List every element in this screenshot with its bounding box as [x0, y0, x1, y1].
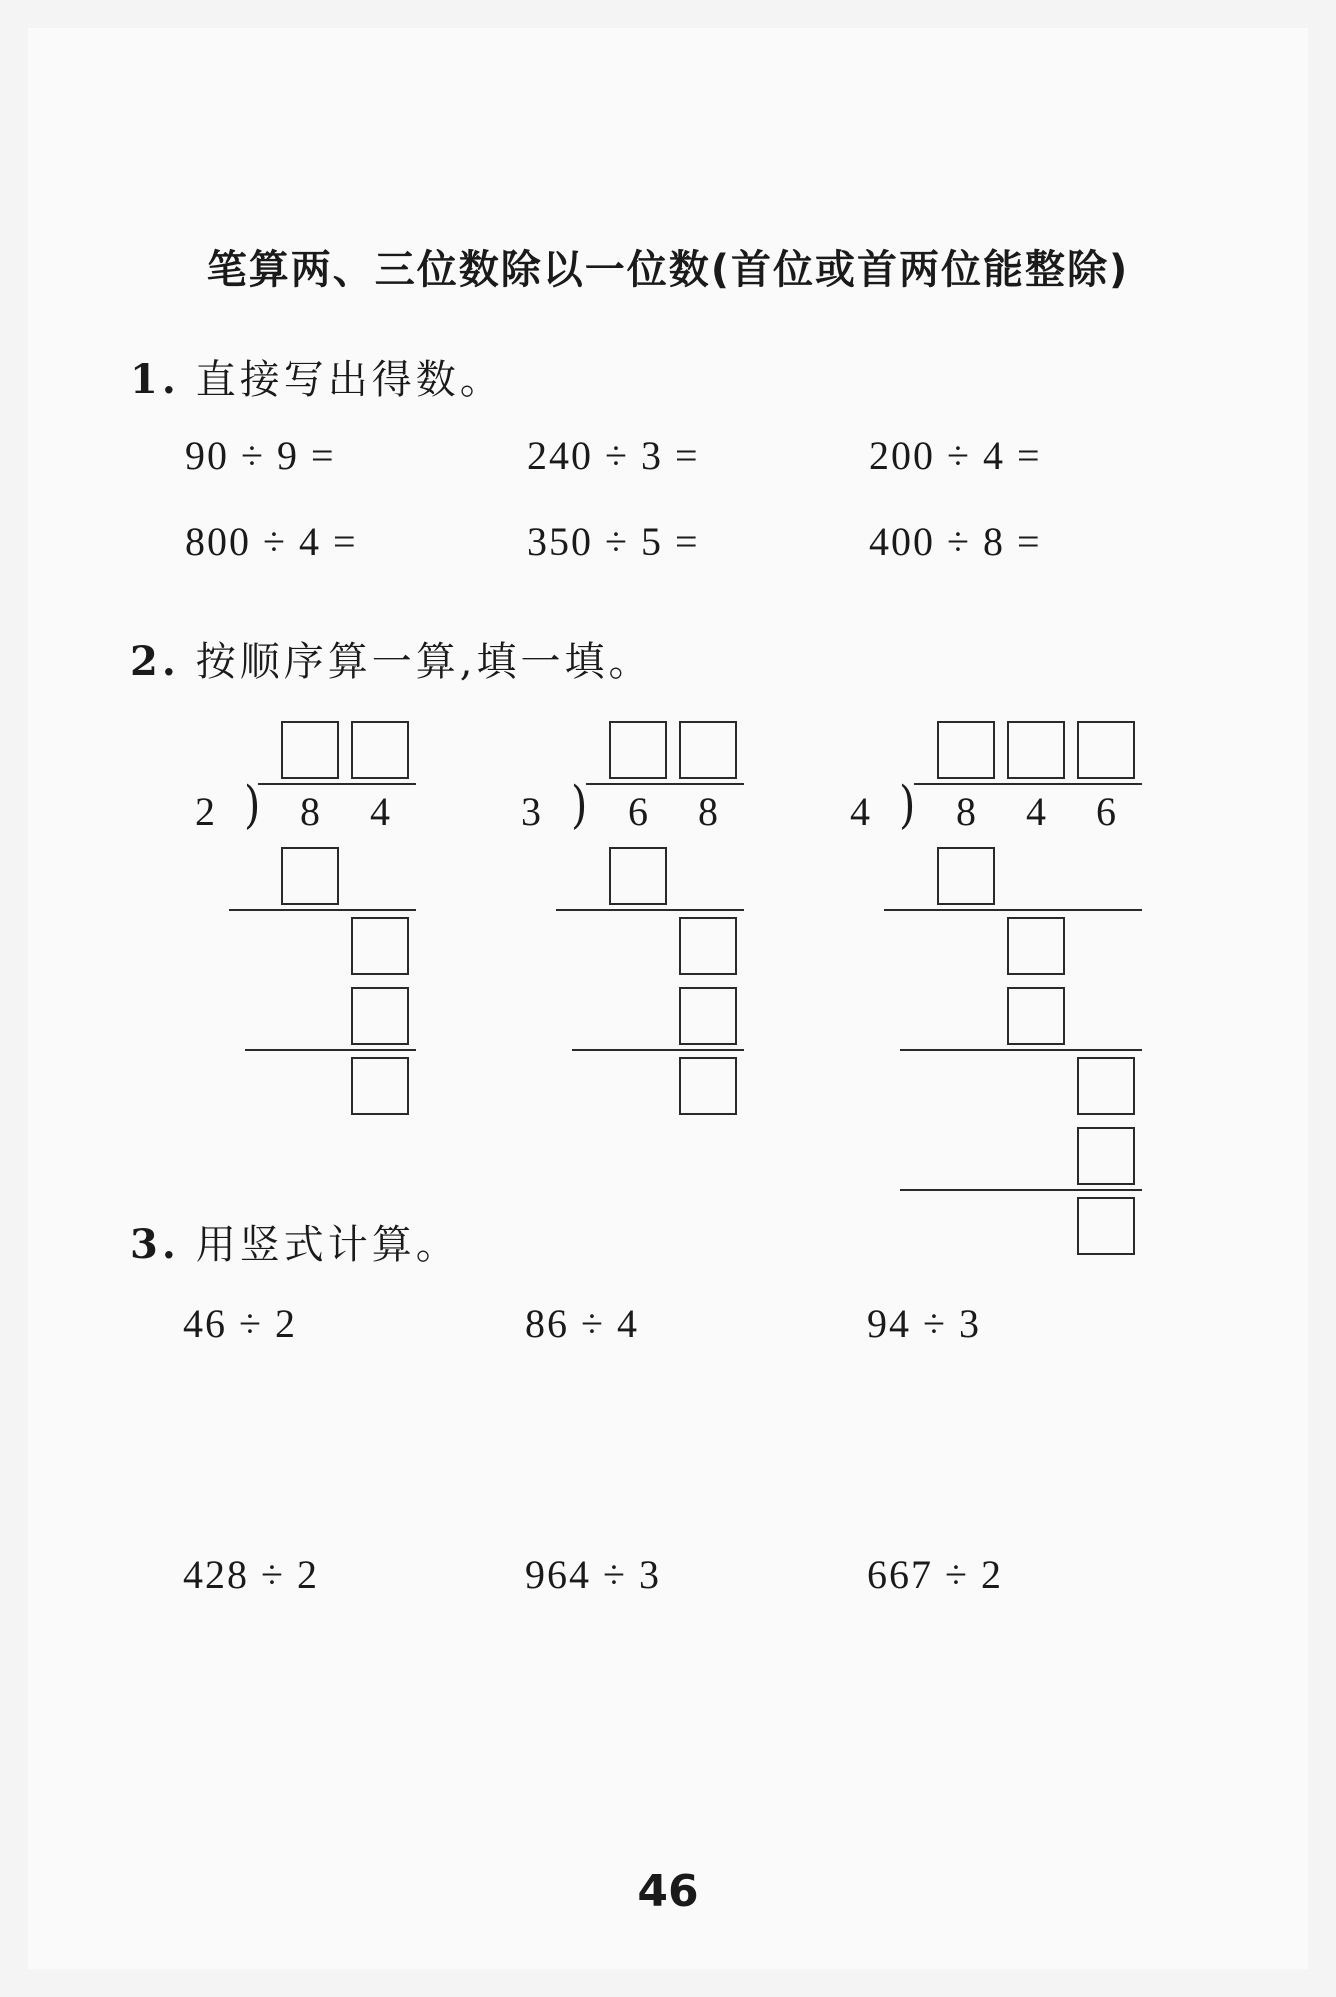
dividend-digit: 6: [1096, 789, 1116, 834]
answer-box[interactable]: [351, 917, 409, 975]
divisor: 2: [195, 789, 215, 834]
quotient-box[interactable]: [937, 721, 995, 779]
section-1-heading: [130, 348, 504, 405]
page-title: 笔算两、三位数除以一位数(首位或首两位能整除): [206, 247, 1130, 293]
answer-box[interactable]: [351, 987, 409, 1045]
division-bar: [586, 783, 744, 785]
section-2-number: 2.: [130, 638, 180, 685]
subtraction-line: [245, 1049, 416, 1051]
subtraction-line: [556, 909, 744, 911]
division-bracket: ): [244, 775, 261, 834]
quotient-box[interactable]: [679, 721, 737, 779]
subtraction-line: [900, 1189, 1142, 1191]
section-3-text: 用竖式计算。: [195, 1222, 460, 1268]
q3-expr: 667 ÷ 2: [867, 1552, 1003, 1597]
answer-box[interactable]: [679, 1057, 737, 1115]
worksheet-page: [28, 28, 1308, 1969]
quotient-box[interactable]: [281, 721, 339, 779]
dividend-digit: 6: [628, 789, 648, 834]
dividend-digit: 8: [698, 789, 718, 834]
q1-expr: 800 ÷ 4 =: [185, 519, 358, 564]
answer-box[interactable]: [1077, 1197, 1135, 1255]
subtraction-line: [900, 1049, 1142, 1051]
answer-box[interactable]: [1077, 1057, 1135, 1115]
answer-box[interactable]: [351, 1057, 409, 1115]
answer-box[interactable]: [1007, 987, 1065, 1045]
divisor: 3: [521, 789, 541, 834]
subtraction-line: [229, 909, 416, 911]
divisor: 4: [850, 789, 870, 834]
section-2-text: 按顺序算一算,填一填。: [195, 639, 653, 685]
q1-expr: 350 ÷ 5 =: [527, 519, 700, 564]
q3-expr: 46 ÷ 2: [183, 1301, 297, 1346]
section-3-number: 3.: [130, 1221, 180, 1268]
section-2-heading: [130, 630, 652, 687]
quotient-box[interactable]: [609, 721, 667, 779]
q1-expr: 90 ÷ 9 =: [185, 433, 336, 478]
division-bracket: ): [571, 775, 588, 834]
dividend-digit: 8: [956, 789, 976, 834]
answer-box[interactable]: [679, 917, 737, 975]
division-bar: [914, 783, 1142, 785]
q1-expr: 400 ÷ 8 =: [869, 519, 1042, 564]
section-1-number: 1.: [130, 356, 180, 403]
subtraction-line: [884, 909, 1142, 911]
answer-box[interactable]: [281, 847, 339, 905]
quotient-box[interactable]: [1077, 721, 1135, 779]
answer-box[interactable]: [1007, 917, 1065, 975]
answer-box[interactable]: [937, 847, 995, 905]
division-bar: [258, 783, 416, 785]
q1-expr: 200 ÷ 4 =: [869, 433, 1042, 478]
answer-box[interactable]: [679, 987, 737, 1045]
q3-expr: 94 ÷ 3: [867, 1301, 981, 1346]
q1-expr: 240 ÷ 3 =: [527, 433, 700, 478]
dividend-digit: 4: [370, 789, 390, 834]
quotient-box[interactable]: [351, 721, 409, 779]
division-bracket: ): [899, 775, 916, 834]
page-number: 46: [637, 1866, 699, 1917]
section-3-heading: [130, 1213, 460, 1270]
q3-expr: 86 ÷ 4: [525, 1301, 639, 1346]
section-1-text: 直接写出得数。: [195, 357, 504, 403]
answer-box[interactable]: [1077, 1127, 1135, 1185]
q3-expr: 428 ÷ 2: [183, 1552, 319, 1597]
quotient-box[interactable]: [1007, 721, 1065, 779]
q3-expr: 964 ÷ 3: [525, 1552, 661, 1597]
dividend-digit: 8: [300, 789, 320, 834]
subtraction-line: [572, 1049, 744, 1051]
answer-box[interactable]: [609, 847, 667, 905]
dividend-digit: 4: [1026, 789, 1046, 834]
